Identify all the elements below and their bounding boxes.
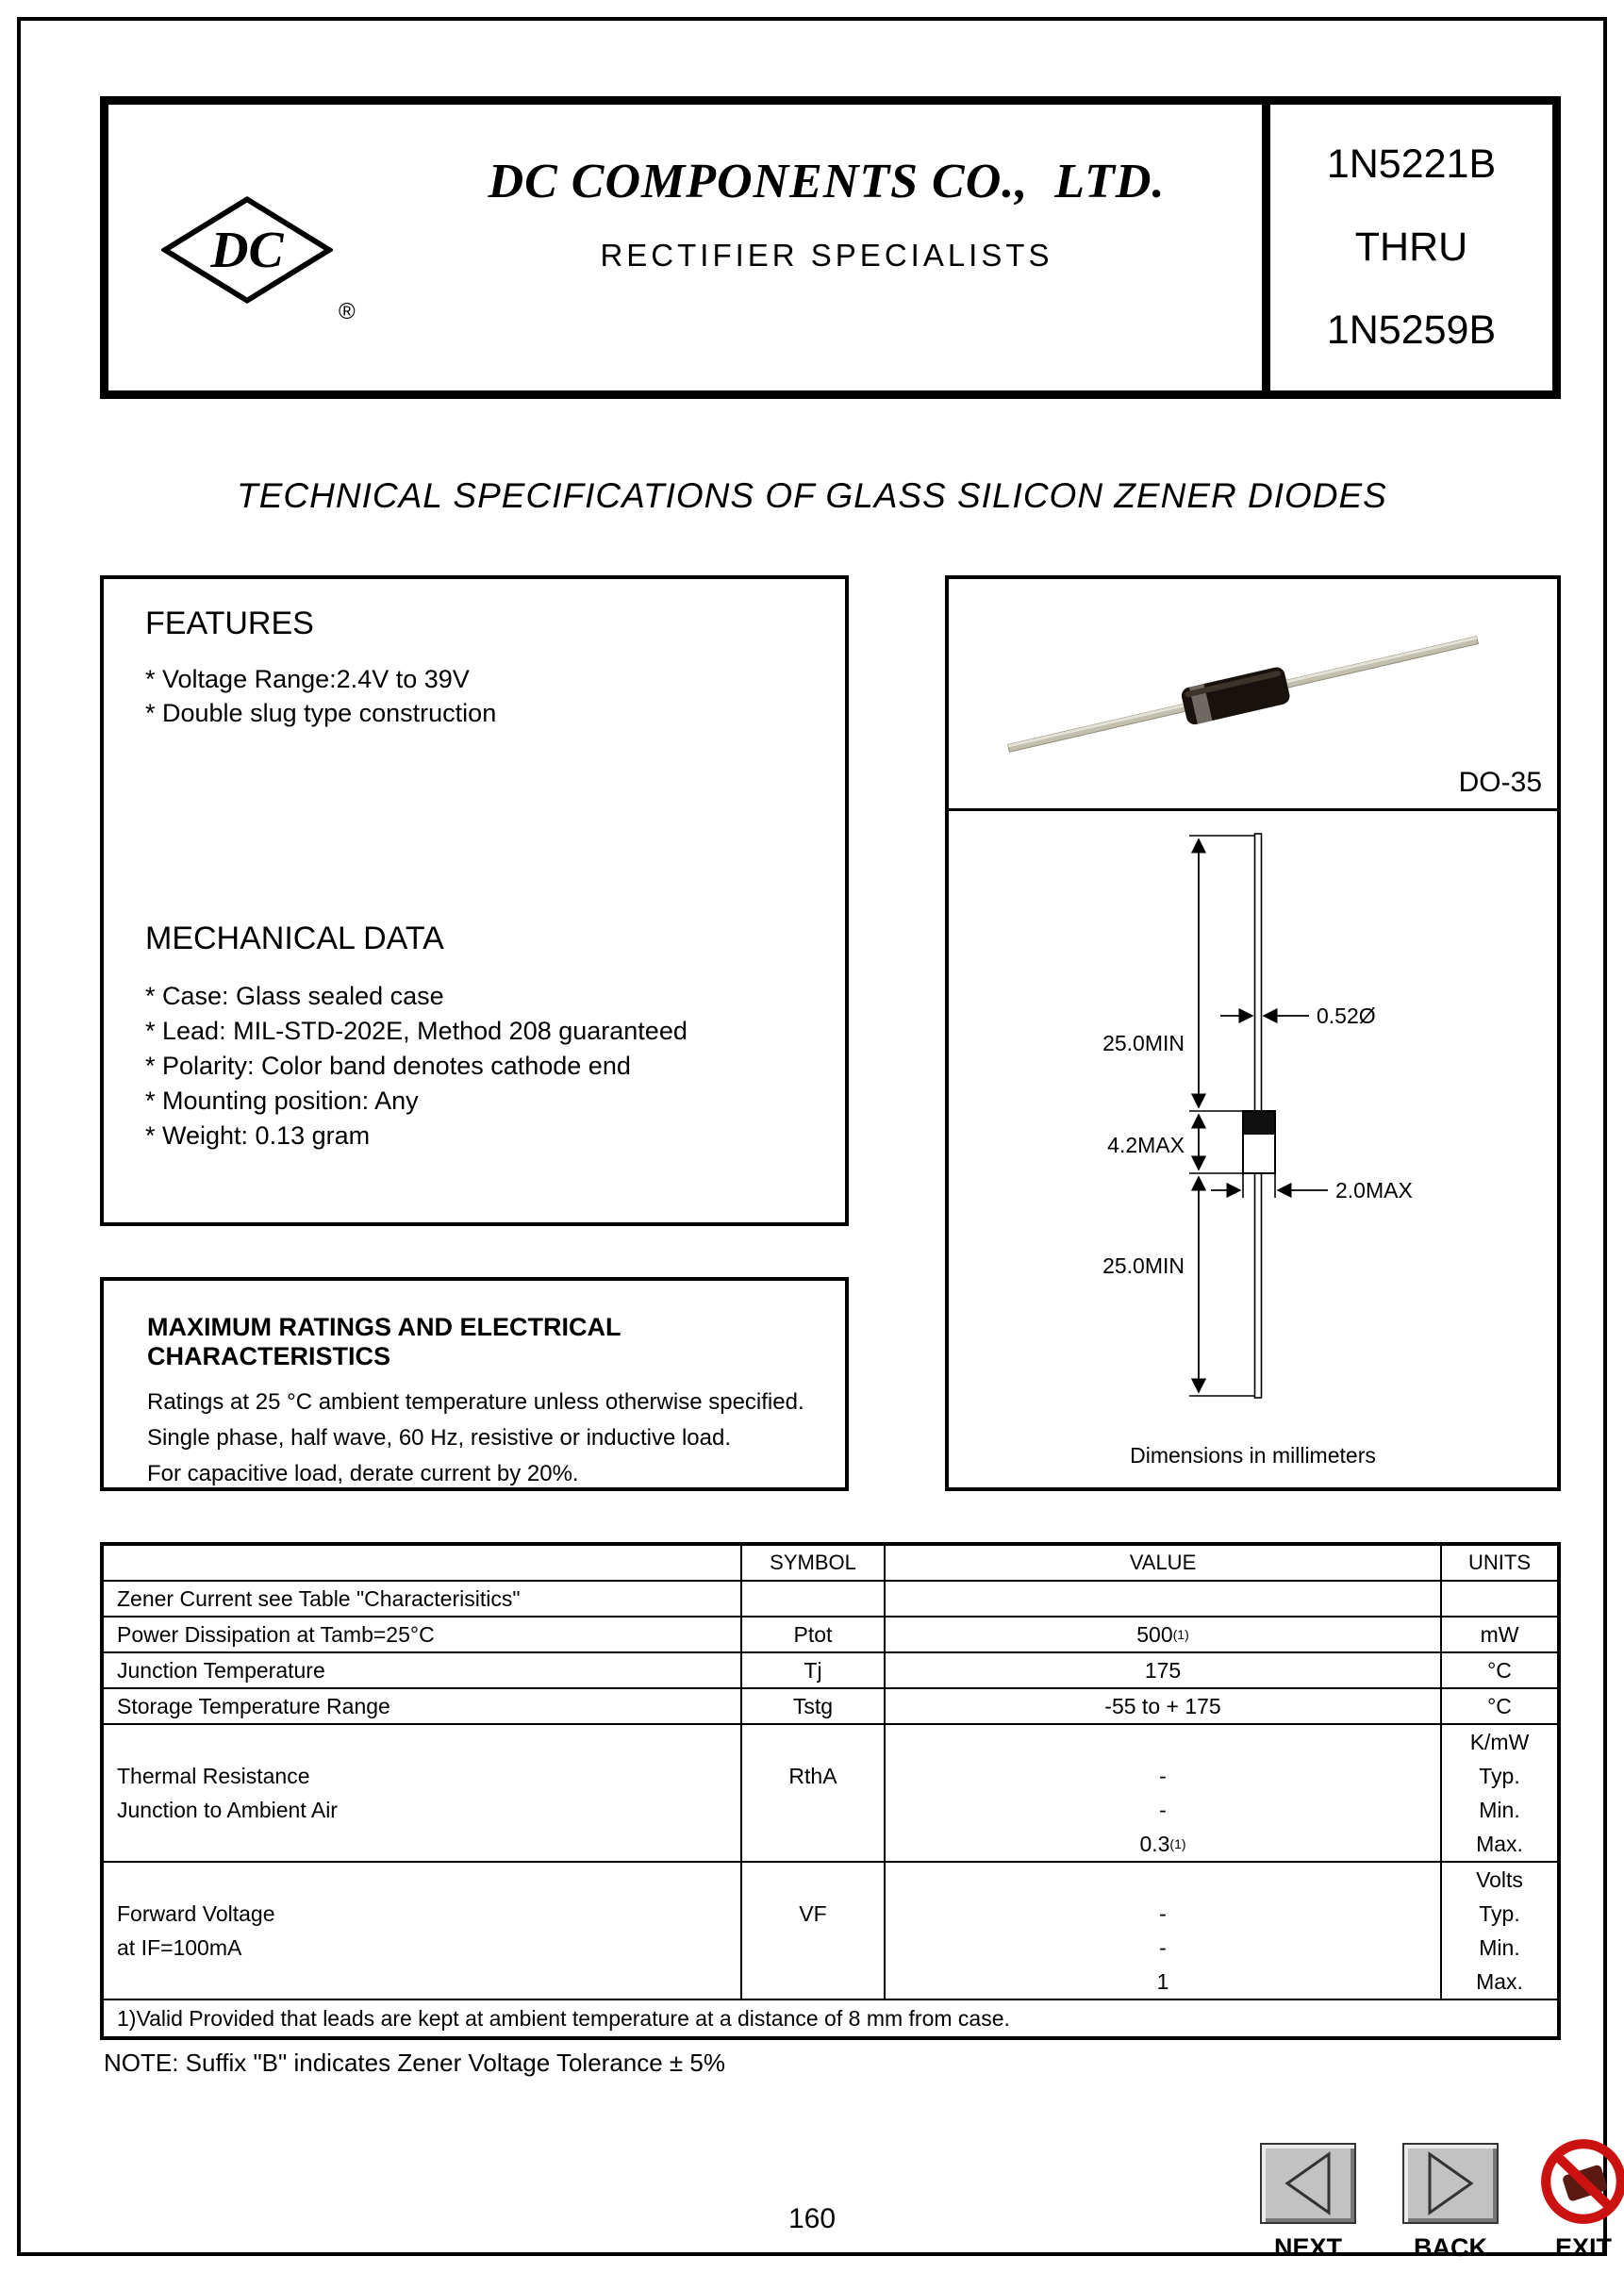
- company-tagline: RECTIFIER SPECIALISTS: [600, 238, 1053, 273]
- mechanical-data-heading: MECHANICAL DATA: [145, 921, 444, 956]
- table-row: [104, 1616, 1557, 1651]
- exit-prohibition-icon: [1537, 2135, 1624, 2228]
- cell-units: mW: [1440, 1618, 1557, 1651]
- table-row: [104, 1580, 1557, 1616]
- table-footnote: 1)Valid Provided that leads are kept at ambient temperature at a distance of 8 mm from case.: [104, 1999, 1557, 2036]
- header-value: VALUE: [884, 1546, 1440, 1580]
- next-button[interactable]: [1260, 2143, 1356, 2224]
- cell-units: °C: [1440, 1689, 1557, 1723]
- cell-value: 175: [884, 1653, 1440, 1687]
- logo-text: DC: [210, 221, 284, 280]
- table-row: [104, 1687, 1557, 1723]
- package-dimensions-area: [949, 811, 1557, 1487]
- document-title: TECHNICAL SPECIFICATIONS OF GLASS SILICON ZENER DIODES: [237, 476, 1387, 515]
- cell-description: Storage Temperature Range: [117, 1693, 390, 1718]
- cell-symbol: Tstg: [740, 1689, 884, 1723]
- header-units: UNITS: [1440, 1546, 1557, 1580]
- cell-symbol: VF: [740, 1863, 884, 1999]
- features-box: [100, 575, 849, 1226]
- dim-body-diameter-label: 2.0MAX: [1335, 1178, 1413, 1203]
- cell-description: Junction Temperature: [117, 1657, 325, 1683]
- package-dimension-drawing: [996, 822, 1505, 1426]
- cell-value: 500 (1): [884, 1618, 1440, 1651]
- part-number-first: 1N5221B: [1326, 141, 1497, 188]
- exit-button[interactable]: [1537, 2135, 1624, 2228]
- mechanical-data-list: [145, 979, 688, 1153]
- dim-upper-lead-label: 25.0MIN: [1102, 1031, 1185, 1055]
- cell-value: -55 to + 175: [884, 1689, 1440, 1723]
- back-label: BACK: [1414, 2233, 1487, 2262]
- maximum-ratings-heading: MAXIMUM RATINGS AND ELECTRICAL CHARACTERISTICS: [147, 1313, 621, 1370]
- tolerance-note: NOTE: Suffix "B" indicates Zener Voltage Tolerance ± 5%: [104, 2049, 725, 2077]
- maximum-ratings-box: [100, 1277, 849, 1491]
- dimensions-caption: Dimensions in millimeters: [1130, 1443, 1376, 1468]
- ratings-table: [100, 1542, 1561, 2040]
- cell-description: Thermal Resistance Junction to Ambient Air: [117, 1763, 338, 1822]
- header: [100, 96, 1561, 399]
- header-symbol: SYMBOL: [740, 1546, 884, 1580]
- part-number-last: 1N5259B: [1326, 307, 1497, 353]
- previous-triangle-icon: [1270, 2143, 1346, 2224]
- diode-photo: [960, 589, 1488, 796]
- dim-lead-diameter-label: 0.52Ø: [1317, 1004, 1376, 1028]
- cell-symbol: RthA: [740, 1725, 884, 1861]
- back-button[interactable]: [1402, 2143, 1499, 2224]
- dc-diamond-logo-icon: [161, 195, 333, 305]
- mechanical-item: * Polarity: Color band denotes cathode end: [145, 1052, 631, 1080]
- company-block: [391, 105, 1262, 390]
- mechanical-item: * Mounting position: Any: [145, 1087, 419, 1115]
- feature-item: * Voltage Range:2.4V to 39V: [145, 665, 470, 693]
- dim-lower-lead-label: 25.0MIN: [1102, 1253, 1185, 1278]
- part-number-panel: [1262, 105, 1552, 390]
- cell-units: [1440, 1582, 1557, 1616]
- ratings-note-line: Single phase, half wave, 60 Hz, resistive or inductive load.: [147, 1425, 731, 1451]
- cell-units: °C: [1440, 1653, 1557, 1687]
- exit-label: EXIT: [1554, 2233, 1612, 2262]
- cell-symbol: [740, 1582, 884, 1616]
- package-box: [945, 575, 1561, 1491]
- mechanical-item: * Weight: 0.13 gram: [145, 1121, 371, 1150]
- page-number: 160: [787, 2203, 837, 2234]
- logo: [108, 105, 391, 390]
- features-list: [145, 662, 496, 730]
- package-name-label: DO-35: [1458, 767, 1542, 798]
- cell-symbol: Ptot: [740, 1618, 884, 1651]
- table-row-thermal-resistance: [104, 1723, 1557, 1861]
- company-name: DC COMPONENTS CO., LTD.: [488, 155, 1166, 208]
- cell-value: - - 1: [884, 1863, 1440, 1999]
- registered-trademark-symbol: ®: [339, 299, 356, 324]
- cell-description: Power Dissipation at Tamb=25°C: [117, 1621, 435, 1647]
- mechanical-item: * Lead: MIL-STD-202E, Method 208 guaranteed: [145, 1017, 688, 1045]
- feature-item: * Double slug type construction: [145, 699, 497, 727]
- cell-value: [884, 1582, 1440, 1616]
- ratings-note-line: Ratings at 25 °C ambient temperature unless otherwise specified.: [147, 1389, 804, 1415]
- mechanical-item: * Case: Glass sealed case: [145, 982, 444, 1010]
- cell-description: Forward Voltage at IF=100mA: [117, 1900, 275, 1960]
- cell-units: Volts Typ. Min. Max.: [1440, 1863, 1557, 1999]
- table-row: [104, 1651, 1557, 1687]
- cell-description: Zener Current see Table "Characterisitics": [117, 1585, 521, 1611]
- ratings-note-line: For capacitive load, derate current by 20%.: [147, 1461, 579, 1486]
- features-heading: FEATURES: [145, 606, 314, 641]
- next-label: NEXT: [1273, 2233, 1342, 2262]
- header-description: [104, 1546, 740, 1580]
- cell-value: - - 0.3 (1): [884, 1725, 1440, 1861]
- table-header-row: [104, 1546, 1557, 1580]
- part-number-thru: THRU: [1354, 224, 1468, 270]
- dim-body-length-label: 4.2MAX: [1107, 1133, 1185, 1157]
- cell-symbol: Tj: [740, 1653, 884, 1687]
- next-triangle-icon: [1413, 2143, 1488, 2224]
- cell-units: K/mW Typ. Min. Max.: [1440, 1725, 1557, 1861]
- table-row-forward-voltage: [104, 1861, 1557, 1999]
- diode-photo-area: [949, 579, 1557, 811]
- maximum-ratings-notes: [147, 1385, 845, 1492]
